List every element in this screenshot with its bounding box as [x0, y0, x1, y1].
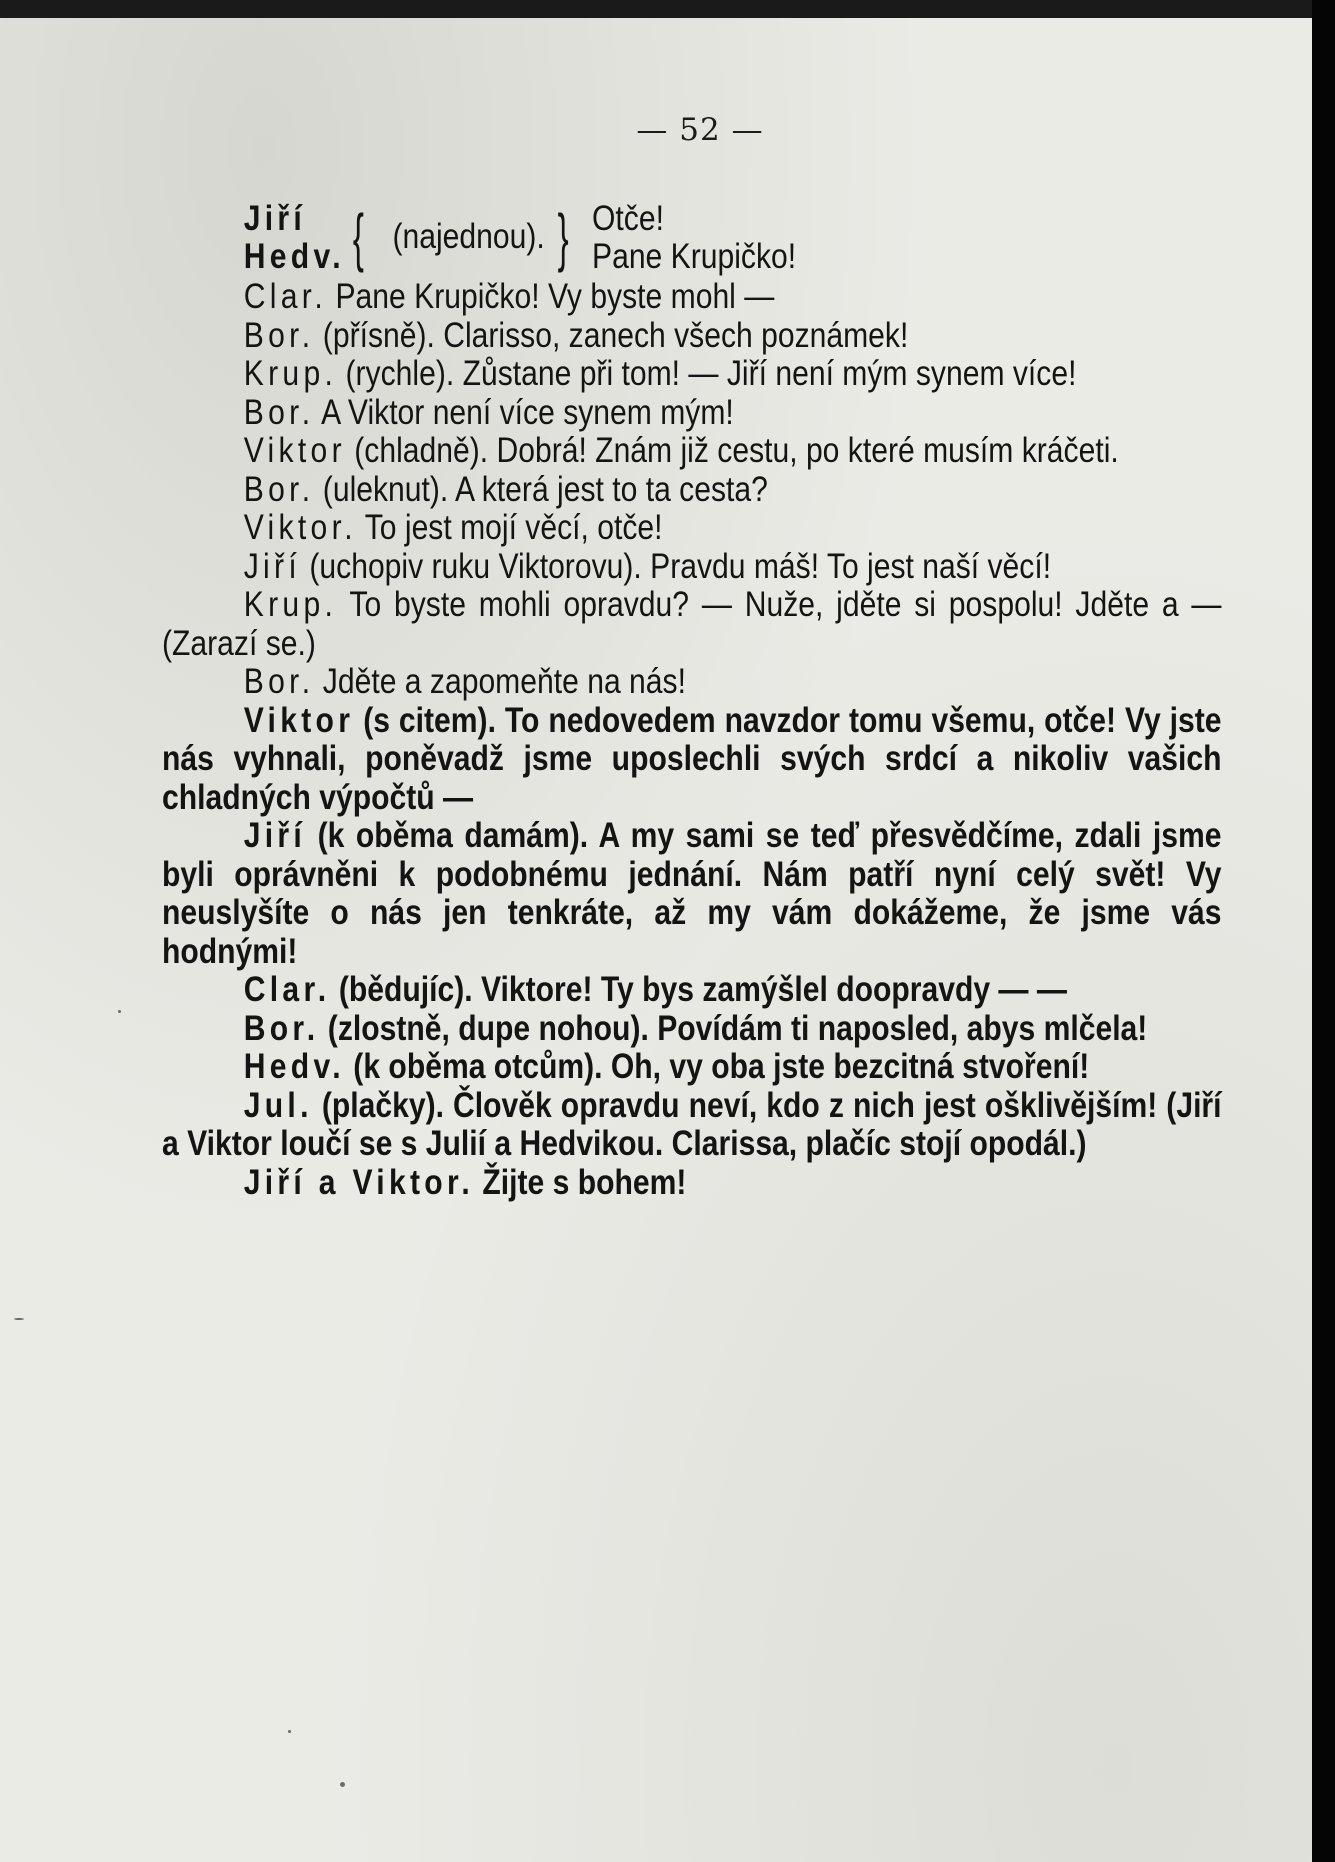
speaker-name: Jiří a Viktor. [243, 1162, 475, 1202]
speaker-name: Jul. [243, 1085, 313, 1125]
dialogue-text: (uchopiv ruku Viktorovu). Pravdu máš! To jest naší věcí! [301, 546, 1052, 586]
dialogue-text: Žijte s bohem! [474, 1162, 687, 1202]
dialogue-text: (uleknut). A která jest to ta cesta? [314, 469, 768, 509]
speaker-name: Krup. [243, 354, 338, 393]
chorus-speaker: Hedv. [243, 237, 345, 276]
page-number: — 52 — [636, 112, 764, 148]
dialogue-paragraph [162, 1010, 1222, 1049]
dialogue-paragraph [162, 471, 1222, 510]
dialogue-paragraph [162, 971, 1222, 1010]
dialogue-paragraph [162, 1087, 1222, 1164]
speaker-name: Krup. [243, 585, 338, 624]
dialogue-text: To jest mojí věcí, otče! [356, 508, 663, 547]
dialogue-paragraph [162, 1164, 1222, 1203]
speaker-name: Bor. [243, 315, 315, 355]
dialogue-text: (přísně). Clarisso, zanech všech poznámek! [314, 315, 909, 355]
chorus-line: Pane Krupičko! [592, 237, 797, 276]
dialogue-text: Jděte a zapomeňte na nás! [314, 662, 686, 701]
dialogue-paragraph [162, 817, 1222, 971]
page-text [162, 200, 1222, 1202]
dialogue-paragraph [162, 509, 1222, 548]
dialogue-paragraph [162, 663, 1222, 702]
paper-speck [288, 1730, 291, 1733]
speaker-name: Bor. [243, 392, 315, 432]
right-brace: } [557, 201, 569, 273]
chorus-block [162, 200, 1222, 278]
dialogue-paragraph [162, 394, 1222, 433]
chorus-direction: (najednou). [392, 217, 545, 256]
chorus-lines [592, 200, 796, 276]
dialogue-text: (k oběma damám). A my sami se teď přesvědčíme, zdali jsme byli oprávněni k podobnému jednání. Nám patří nyní celý svět! Vy neuslyšíte o nás jen tenkráte, až my vám dokážeme, že jsme vás hodnými! [162, 816, 1222, 971]
dialogue-paragraph [162, 586, 1222, 663]
dialogue-text: (plačky). Člověk opravdu neví, kdo z nich jest ošklivějším! (Jiří a Viktor loučí se s Julií a Hedvikou. Clarissa, plačíc stojí opodál.) [162, 1085, 1222, 1163]
speaker-name: Viktor [243, 700, 355, 740]
speaker-name: Bor. [243, 469, 315, 509]
speaker-name: Hedv. [243, 1047, 345, 1086]
left-brace: { [352, 201, 364, 273]
dialogue-paragraph [162, 432, 1222, 471]
dialogue-paragraph [162, 548, 1222, 587]
dialogue-text: (k oběma otcům). Oh, vy oba jste bezcitná stvoření! [344, 1047, 1090, 1086]
speaker-name: Jiří [243, 816, 307, 855]
scan-top-edge [0, 0, 1312, 18]
paper-speck [340, 1782, 345, 1787]
paper-speck [14, 1318, 24, 1320]
dialogue-text: Pane Krupičko! Vy byste mohl — [327, 277, 775, 316]
dialogue-paragraph [162, 317, 1222, 356]
chorus-speakers [244, 200, 345, 276]
dialogue-text: (zlostně, dupe nohou). Povídám ti naposled, abys mlčela! [319, 1008, 1148, 1048]
dialogue-text: (s citem). To nedovedem navzdor tomu všemu, otče! Vy jste nás vyhnali, poněvadž jsme uposlechli svých srdcí a nikoliv vašich chladných výpočtů — [162, 700, 1222, 817]
speaker-name: Bor. [243, 1008, 320, 1048]
scan-right-edge [1312, 0, 1335, 1862]
dialogue-paragraph [162, 355, 1222, 394]
dialogue-paragraph [162, 1048, 1222, 1087]
speaker-name: Bor. [243, 662, 315, 701]
chorus-line: Otče! [592, 199, 664, 238]
paper-speck [118, 1010, 121, 1013]
speaker-name: Viktor. [243, 508, 357, 547]
speaker-name: Viktor [243, 431, 346, 470]
dialogue-text: (rychle). Zůstane při tom! — Jiří není mým synem více! [337, 354, 1077, 393]
dialogue-paragraph [162, 278, 1222, 317]
dialogue-text: (bědujíc). Viktore! Ty bys zamýšlel doopravdy — — [330, 970, 1068, 1009]
dialogue-text: (chladně). Dobrá! Znám již cestu, po které musím kráčeti. [345, 431, 1119, 470]
chorus-speaker: Jiří [243, 199, 307, 238]
speaker-name: Clar. [243, 970, 331, 1009]
speaker-name: Clar. [243, 277, 328, 316]
dialogue-text: To byste mohli opravdu? — Nuže, jděte si pospolu! Jděte a — (Zarazí se.) [162, 585, 1222, 663]
dialogue-text: A Viktor není více synem mým! [314, 392, 734, 432]
dialogue-paragraph [162, 702, 1222, 818]
speaker-name: Jiří [243, 546, 302, 586]
